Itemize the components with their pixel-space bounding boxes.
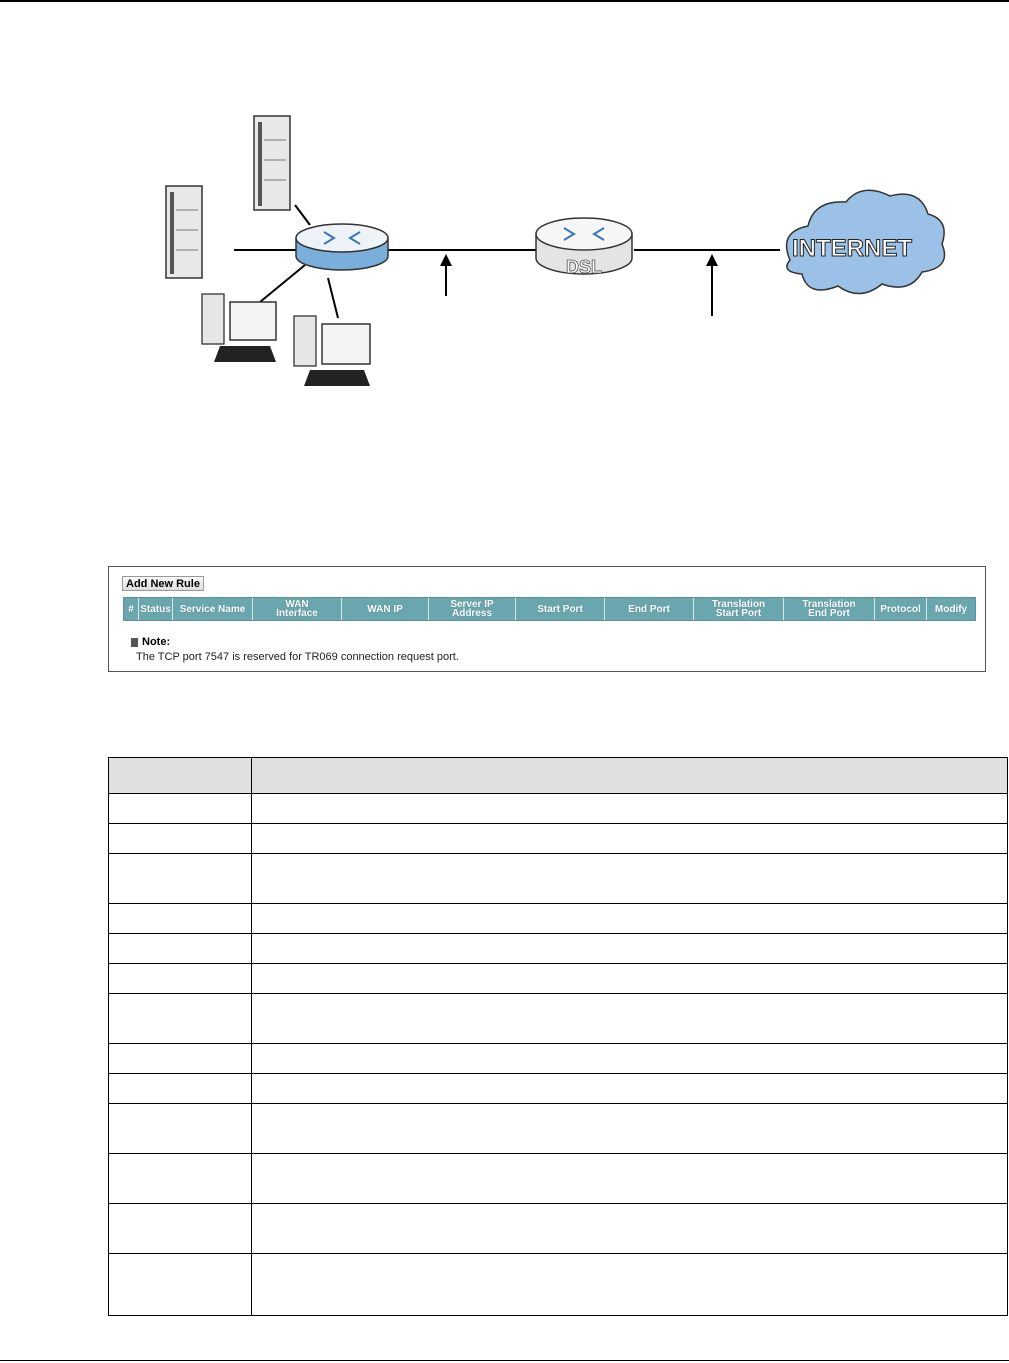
- rule-column-header: WAN IP: [342, 598, 429, 620]
- internet-cloud-icon: [787, 190, 945, 293]
- note-text: The TCP port 7547 is reserved for TR069 connection request port.: [136, 651, 459, 663]
- network-diagram: [150, 110, 950, 400]
- table-cell: [109, 854, 252, 904]
- table-row: [109, 1074, 1008, 1104]
- page-bottom-rule: [0, 1360, 1009, 1361]
- table-cell: [109, 994, 252, 1044]
- rule-column-header: WAN Interface: [253, 598, 342, 620]
- table-cell: [109, 934, 252, 964]
- rule-column-header: End Port: [605, 598, 694, 620]
- rule-table-header: [123, 597, 976, 621]
- rule-column-header: Modify: [934, 603, 968, 615]
- table-cell: [109, 1154, 252, 1204]
- table-cell: [109, 1044, 252, 1074]
- table-row: [109, 824, 1008, 854]
- router-icon: [296, 224, 388, 270]
- rule-column-header: Service Name: [173, 598, 253, 620]
- table-row: [109, 904, 1008, 934]
- rule-column-header: Status: [139, 598, 173, 620]
- dsl-modem-icon: [536, 218, 632, 277]
- table-cell: [252, 1074, 1008, 1104]
- table-row: [109, 1104, 1008, 1154]
- table-cell: [109, 1204, 252, 1254]
- add-new-rule-button[interactable]: Add New Rule: [122, 576, 204, 591]
- table-header-cell: [109, 758, 252, 794]
- table-cell: [252, 934, 1008, 964]
- table-cell: [252, 1254, 1008, 1316]
- field-description-table: [108, 757, 1008, 1316]
- table-cell: [252, 824, 1008, 854]
- table-header-cell: [252, 758, 1008, 794]
- server-icon: [166, 186, 202, 278]
- rule-column-header: Start Port: [516, 598, 605, 620]
- table-cell: [109, 1104, 252, 1154]
- server-icon: [254, 116, 290, 210]
- table-cell: [252, 1204, 1008, 1254]
- table-row: [109, 964, 1008, 994]
- table-cell: [252, 994, 1008, 1044]
- computer-icon: [294, 316, 370, 386]
- table-cell: [252, 904, 1008, 934]
- table-row: [109, 794, 1008, 824]
- rule-column-header: Protocol: [875, 598, 927, 620]
- svg-text:DSL: DSL: [566, 257, 602, 277]
- table-row: [109, 854, 1008, 904]
- computer-icon: [202, 294, 276, 362]
- table-cell: [109, 964, 252, 994]
- note-icon: [131, 638, 138, 647]
- table-cell: [252, 1044, 1008, 1074]
- table-cell: [252, 1104, 1008, 1154]
- rule-column-header: #: [124, 598, 139, 620]
- table-row: [109, 1204, 1008, 1254]
- table-row: [109, 934, 1008, 964]
- table-row: [109, 994, 1008, 1044]
- table-header-row: [109, 758, 1008, 794]
- note: [131, 635, 170, 649]
- table-cell: [109, 1074, 252, 1104]
- table-cell: [252, 1154, 1008, 1204]
- rule-column-header: Server IP Address: [429, 598, 516, 620]
- table-cell: [109, 904, 252, 934]
- table-cell: [252, 964, 1008, 994]
- rule-column-header: Translation Start Port: [694, 598, 784, 620]
- table-cell: [109, 824, 252, 854]
- port-forwarding-screen: [108, 566, 986, 672]
- table-row: [109, 1044, 1008, 1074]
- table-cell: [109, 794, 252, 824]
- arrow-icon: [706, 254, 718, 316]
- table-cell: [109, 1254, 252, 1316]
- arrow-icon: [440, 254, 452, 296]
- table-row: [109, 1154, 1008, 1204]
- svg-text:INTERNET: INTERNET: [792, 235, 912, 262]
- table-row: [109, 1254, 1008, 1316]
- rule-column-header: Translation End Port: [784, 598, 875, 620]
- table-cell: [252, 794, 1008, 824]
- table-cell: [252, 854, 1008, 904]
- note-title: Note:: [142, 636, 171, 648]
- page-top-rule: [0, 0, 1009, 2]
